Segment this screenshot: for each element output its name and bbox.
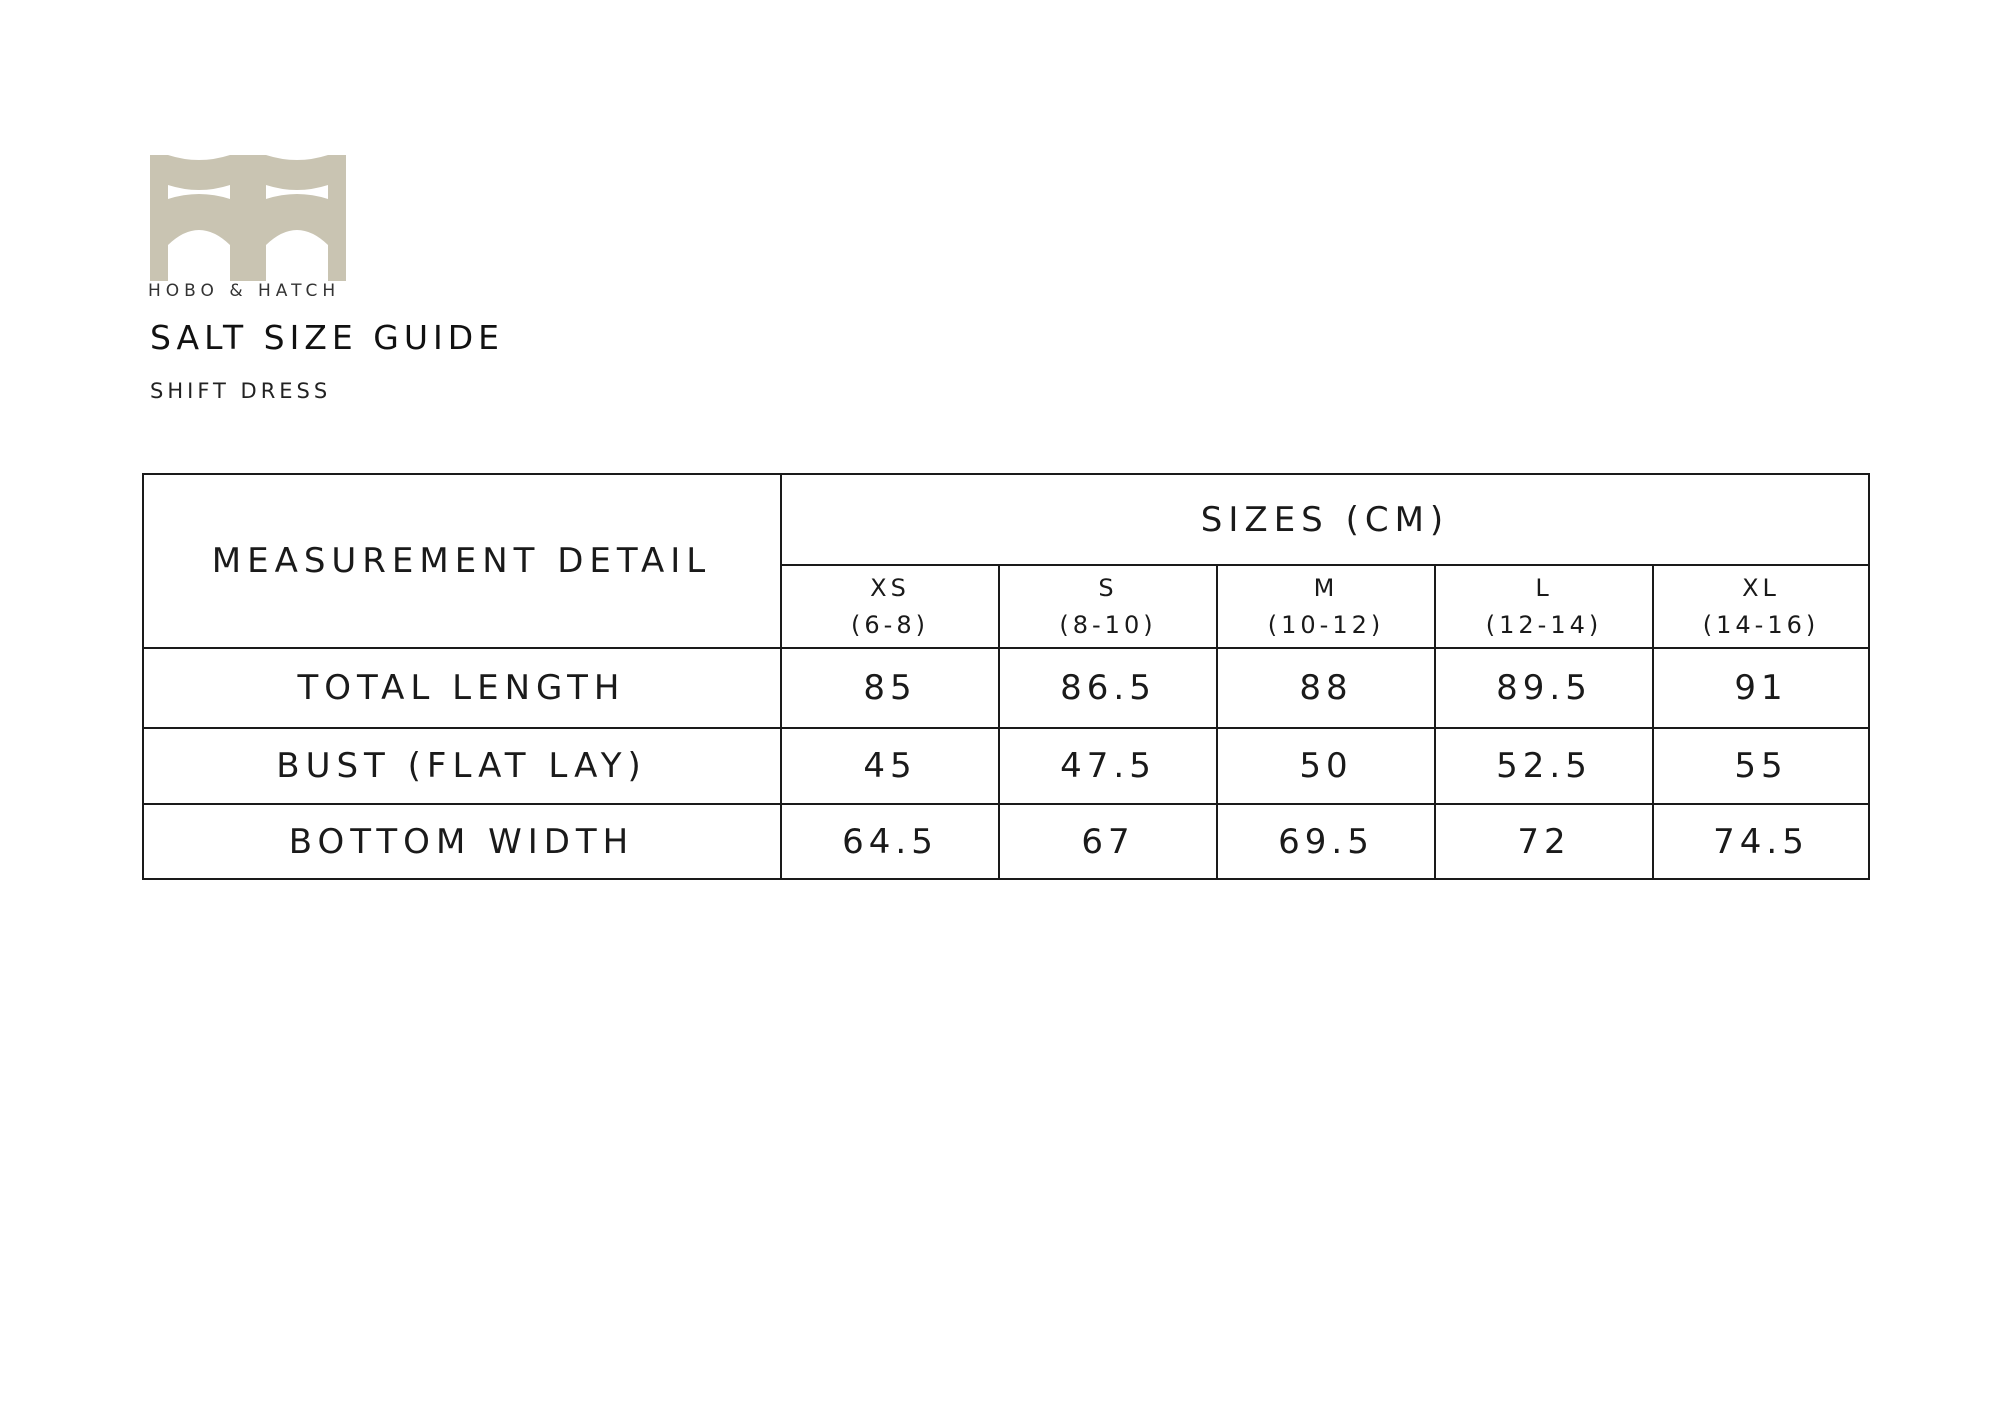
table-cell: 67: [1081, 821, 1135, 862]
size-header-s: [999, 565, 1217, 648]
table-cell: 64.5: [842, 821, 938, 862]
brand-logo: [150, 155, 360, 281]
table-cell: 89.5: [1496, 668, 1592, 708]
size-header-xs: [781, 565, 999, 648]
table-cell: 74.5: [1713, 821, 1809, 862]
table-cell: 47.5: [1060, 746, 1156, 786]
brand-name: HOBO & HATCH: [148, 281, 341, 301]
row-label-bottom-width: BOTTOM WIDTH: [288, 821, 635, 862]
table-cell: 45: [863, 746, 917, 786]
size-range: (14-16): [1702, 610, 1820, 639]
table-cell: 72: [1517, 821, 1571, 862]
size-code: M: [1313, 573, 1339, 602]
size-table: [142, 470, 1870, 884]
size-range: (12-14): [1485, 610, 1603, 639]
size-range: (10-12): [1267, 610, 1385, 639]
size-header-m: [1217, 565, 1435, 648]
page-subtitle: SHIFT DRESS: [150, 379, 332, 403]
table-cell: 85: [863, 668, 917, 708]
size-header-l: [1435, 565, 1653, 648]
size-code: XL: [1742, 573, 1780, 602]
row-label-bust: BUST (FLAT LAY): [276, 746, 647, 786]
table-cell: 91: [1734, 668, 1788, 708]
size-range: (8-10): [1059, 610, 1157, 639]
hobo-hatch-monogram-icon: [150, 155, 346, 281]
size-header-xl: [1653, 565, 1869, 648]
table-cell: 52.5: [1496, 746, 1592, 786]
table-cell: 88: [1299, 668, 1353, 708]
table-cell: 50: [1299, 746, 1353, 786]
page-title: SALT SIZE GUIDE: [150, 318, 504, 357]
sizes-header: SIZES (CM): [1200, 499, 1450, 540]
size-code: XS: [870, 573, 910, 602]
measurement-detail-header: MEASUREMENT DETAIL: [211, 541, 712, 581]
table-cell: 69.5: [1278, 821, 1374, 862]
size-range: (6-8): [851, 610, 929, 639]
size-code: L: [1535, 573, 1553, 602]
size-code: S: [1098, 573, 1118, 602]
table-cell: 55: [1734, 746, 1788, 786]
table-cell: 86.5: [1060, 668, 1156, 708]
row-label-total-length: TOTAL LENGTH: [297, 668, 626, 708]
